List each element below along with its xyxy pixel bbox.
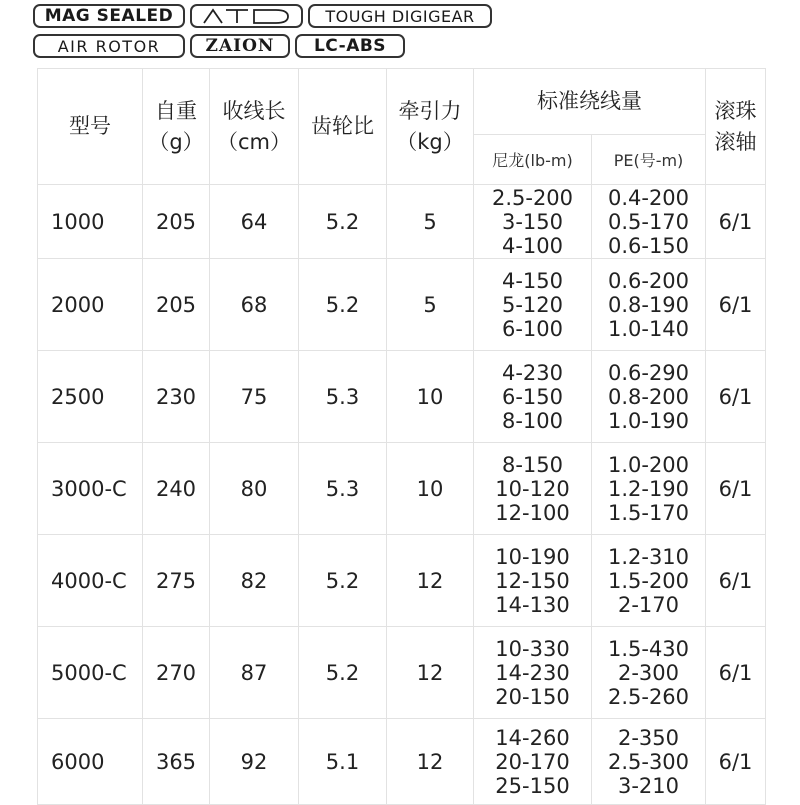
nylon-capacity-value: 10-190: [495, 544, 570, 569]
model-cell: 3000-C: [38, 443, 143, 535]
pe-capacity-value: 2.5-260: [607, 684, 690, 709]
nylon-capacity-value: 6-150: [501, 384, 564, 409]
retrieve-cell: 80: [210, 443, 299, 535]
feature-badges: [33, 4, 492, 64]
nylon-capacity-value: 5-120: [501, 292, 564, 317]
header-gear-ratio: 齿轮比: [299, 69, 387, 185]
pe-capacity-value: 0.6-290: [607, 360, 690, 385]
nylon-capacity-value: 8-150: [501, 452, 564, 477]
model-cell: 4000-C: [38, 535, 143, 627]
pe-capacity-cell: [592, 259, 706, 351]
table-row: [38, 627, 766, 719]
pe-capacity-value: 1.2-310: [607, 544, 690, 569]
spec-table-body: [38, 185, 766, 805]
pe-capacity-value: 0.8-190: [607, 292, 690, 317]
nylon-capacity-value: 14-130: [495, 592, 570, 617]
nylon-capacity-cell: [474, 185, 592, 259]
pe-capacity-cell: [592, 719, 706, 805]
nylon-capacity-value: 20-170: [495, 749, 570, 774]
pe-capacity-value: 2-350: [617, 725, 680, 750]
model-cell: 5000-C: [38, 627, 143, 719]
retrieve-cell: 92: [210, 719, 299, 805]
weight-cell: 205: [143, 259, 210, 351]
retrieve-cell: 75: [210, 351, 299, 443]
table-row: [38, 443, 766, 535]
pe-capacity-cell: [592, 351, 706, 443]
header-drag: 牵引力 （kg）: [387, 69, 474, 185]
nylon-capacity-cell: [474, 719, 592, 805]
drag-cell: 5: [387, 259, 474, 351]
nylon-capacity-value: 4-230: [501, 360, 564, 385]
gear-ratio-cell: 5.1: [299, 719, 387, 805]
retrieve-cell: 82: [210, 535, 299, 627]
badge-row-1: [33, 4, 492, 28]
bearings-cell: 6/1: [706, 259, 766, 351]
nylon-capacity-value: 6-100: [501, 316, 564, 341]
pe-capacity-value: 1.0-190: [607, 408, 690, 433]
pe-capacity-value: 1.0-200: [607, 452, 690, 477]
retrieve-cell: 87: [210, 627, 299, 719]
badge-row-2: [33, 34, 492, 58]
pe-capacity-value: 2-300: [617, 660, 680, 685]
pe-capacity-cell: [592, 185, 706, 259]
pe-capacity-value: 1.2-190: [607, 476, 690, 501]
table-row: [38, 351, 766, 443]
gear-ratio-cell: 5.3: [299, 351, 387, 443]
header-line-capacity: 标准绕线量: [474, 69, 706, 135]
bearings-cell: 6/1: [706, 443, 766, 535]
weight-cell: 230: [143, 351, 210, 443]
nylon-capacity-value: 12-150: [495, 568, 570, 593]
nylon-capacity-cell: [474, 535, 592, 627]
pe-capacity-value: 1.5-430: [607, 636, 690, 661]
weight-cell: 365: [143, 719, 210, 805]
weight-cell: 240: [143, 443, 210, 535]
drag-cell: 12: [387, 719, 474, 805]
bearings-cell: 6/1: [706, 719, 766, 805]
header-pe: PE(号-m): [592, 135, 706, 185]
weight-cell: 270: [143, 627, 210, 719]
pe-capacity-value: 1.0-140: [607, 316, 690, 341]
retrieve-cell: 68: [210, 259, 299, 351]
nylon-capacity-value: 12-100: [495, 500, 570, 525]
pe-capacity-value: 1.5-200: [607, 568, 690, 593]
nylon-capacity-value: 25-150: [495, 773, 570, 798]
pe-capacity-cell: [592, 443, 706, 535]
pe-capacity-value: 1.5-170: [607, 500, 690, 525]
pe-capacity-value: 3-210: [617, 773, 680, 798]
nylon-capacity-value: 8-100: [501, 408, 564, 433]
nylon-capacity-cell: [474, 627, 592, 719]
pe-capacity-value: 0.8-200: [607, 384, 690, 409]
weight-cell: 205: [143, 185, 210, 259]
badge-tough-digigear: TOUGH DIGIGEAR: [308, 4, 492, 28]
nylon-capacity-value: 2.5-200: [491, 185, 574, 210]
pe-capacity-value: 2.5-300: [607, 749, 690, 774]
model-cell: 2500: [38, 351, 143, 443]
model-cell: 6000: [38, 719, 143, 805]
nylon-capacity-value: 4-150: [501, 268, 564, 293]
model-cell: 2000: [38, 259, 143, 351]
nylon-capacity-value: 3-150: [501, 209, 564, 234]
table-row: [38, 719, 766, 805]
badge-zaion: ZAION: [190, 34, 290, 58]
pe-capacity-value: 2-170: [617, 592, 680, 617]
gear-ratio-cell: 5.2: [299, 535, 387, 627]
bearings-cell: 6/1: [706, 627, 766, 719]
badge-atd-logo: [190, 4, 303, 28]
pe-capacity-value: 0.6-200: [607, 268, 690, 293]
nylon-capacity-value: 20-150: [495, 684, 570, 709]
nylon-capacity-value: 10-330: [495, 636, 570, 661]
header-nylon: 尼龙(lb-m): [474, 135, 592, 185]
nylon-capacity-value: 14-230: [495, 660, 570, 685]
pe-capacity-value: 0.5-170: [607, 209, 690, 234]
bearings-cell: 6/1: [706, 535, 766, 627]
drag-cell: 5: [387, 185, 474, 259]
nylon-capacity-value: 14-260: [495, 725, 570, 750]
spec-table: [37, 68, 766, 805]
badge-mag-sealed: MAG SEALED: [33, 4, 185, 28]
pe-capacity-cell: [592, 627, 706, 719]
gear-ratio-cell: 5.2: [299, 259, 387, 351]
header-model: 型号: [38, 69, 143, 185]
gear-ratio-cell: 5.2: [299, 627, 387, 719]
bearings-cell: 6/1: [706, 185, 766, 259]
pe-capacity-value: 0.4-200: [607, 185, 690, 210]
nylon-capacity-cell: [474, 351, 592, 443]
drag-cell: 10: [387, 351, 474, 443]
gear-ratio-cell: 5.3: [299, 443, 387, 535]
pe-capacity-cell: [592, 535, 706, 627]
bearings-cell: 6/1: [706, 351, 766, 443]
drag-cell: 10: [387, 443, 474, 535]
table-row: [38, 535, 766, 627]
atd-logo-icon: [202, 8, 292, 24]
nylon-capacity-value: 10-120: [495, 476, 570, 501]
drag-cell: 12: [387, 627, 474, 719]
header-bearings: 滚珠 滚轴: [706, 69, 766, 185]
badge-air-rotor: AIR ROTOR: [33, 34, 185, 58]
retrieve-cell: 64: [210, 185, 299, 259]
model-cell: 1000: [38, 185, 143, 259]
header-weight: 自重 （g）: [143, 69, 210, 185]
table-row: [38, 185, 766, 259]
badge-lc-abs: LC-ABS: [295, 34, 405, 58]
nylon-capacity-cell: [474, 259, 592, 351]
weight-cell: 275: [143, 535, 210, 627]
drag-cell: 12: [387, 535, 474, 627]
gear-ratio-cell: 5.2: [299, 185, 387, 259]
nylon-capacity-cell: [474, 443, 592, 535]
header-retrieve: 收线长 （cm）: [210, 69, 299, 185]
table-row: [38, 259, 766, 351]
nylon-capacity-value: 4-100: [501, 233, 564, 258]
pe-capacity-value: 0.6-150: [607, 233, 690, 258]
